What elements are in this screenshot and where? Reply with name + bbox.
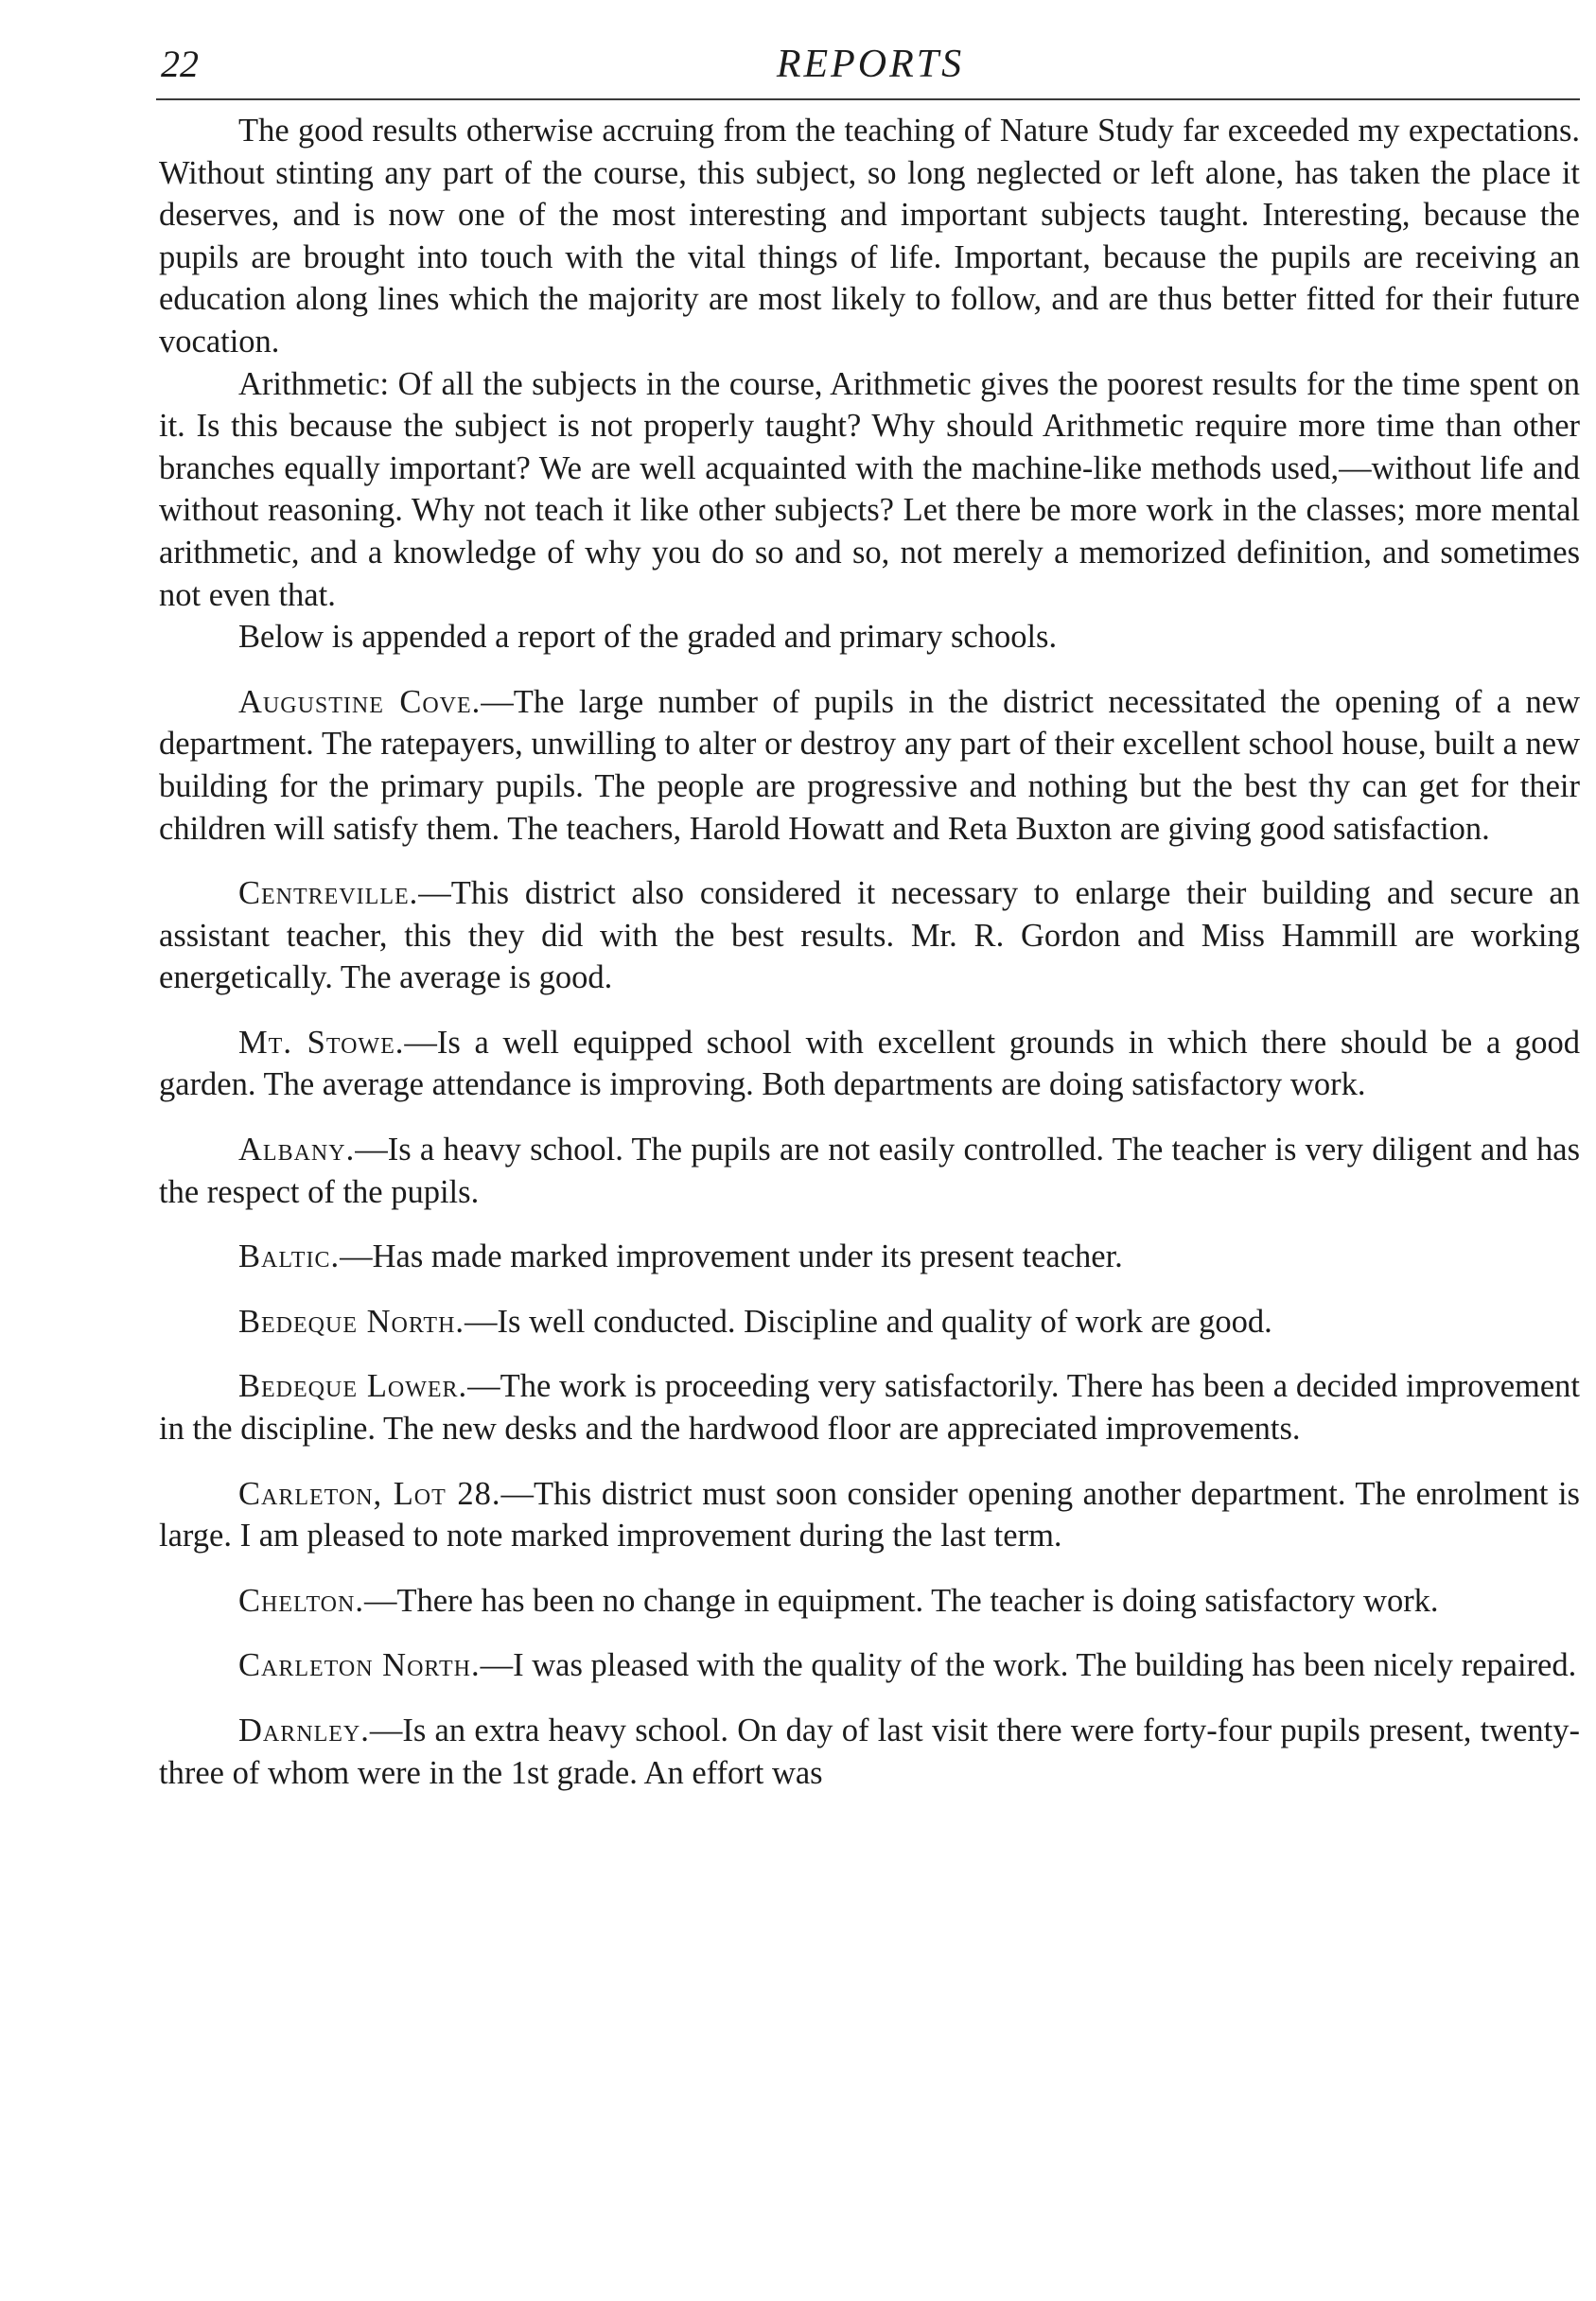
- header-rule: [156, 98, 1580, 100]
- page-number: 22: [161, 43, 199, 85]
- school-report-text: —There has been no change in equipment. The teacher is doing satisfactory work.: [363, 1582, 1439, 1619]
- running-title: REPORTS: [776, 43, 965, 86]
- school-name: Bedeque Lower.: [238, 1368, 468, 1405]
- school-report-text: —Has made marked improvement under its present teacher.: [340, 1238, 1123, 1275]
- school-report-text: —Is a well equipped school with excellent grounds in which there should be a good garden. The average attendance is improving. Both departments are doing satisfactory work.: [159, 1024, 1580, 1103]
- school-name: Darnley.: [238, 1713, 370, 1748]
- school-report-text: —Is an extra heavy school. On day of last visit there were forty-four pupils present, twenty-three of whom were in the 1st grade. An effort was: [159, 1713, 1580, 1791]
- school-name: Carleton, Lot 28.: [238, 1475, 501, 1512]
- school-report-text: —This district also considered it necessary to enlarge their building and secure an assistant teacher, this they did with the best results. Mr. R. Gordon and Miss Hammill are working energetically. The average is good.: [159, 875, 1580, 996]
- school-report-text: —This district must soon consider opening another department. The enrolment is large. I am pleased to note marked improvement during the last term.: [159, 1475, 1580, 1554]
- school-report-text: —Is well conducted. Discipline and quality of work are good.: [465, 1303, 1272, 1340]
- school-report-darnley: [159, 1710, 1580, 1794]
- school-report-mt-stowe: [159, 1022, 1580, 1106]
- school-report-text: —Is a heavy school. The pupils are not easily controlled. The teacher is very diligent and has the respect of the pupils.: [159, 1132, 1580, 1210]
- school-report-augustine-cove: [159, 681, 1580, 850]
- page-header: [161, 42, 1580, 98]
- school-name: Bedeque North.: [238, 1303, 465, 1340]
- school-name: Chelton.: [238, 1582, 364, 1619]
- report-body: [159, 110, 1580, 1794]
- school-report-baltic: [159, 1236, 1580, 1278]
- school-report-centreville: [159, 872, 1580, 999]
- school-name: Augustine Cove.: [238, 683, 482, 720]
- school-report-carleton-north: [159, 1644, 1580, 1687]
- school-name: Centreville.: [238, 875, 419, 912]
- paragraph-nature-study: The good results otherwise accruing from the teaching of Nature Study far exceeded my expectations. Without stinting any part of the course, this subject, so long neglected or left alone, has taken the place it deserves, and is now one of the most interesting and important subjects taught. Interesting, because the pupils are brought into touch with the vital things of life. Important, because the pupils are receiving an education along lines which the majority are most likely to follow, and are thus better fitted for their future vocation.: [159, 113, 1580, 360]
- school-name: Mt. Stowe.: [238, 1024, 405, 1061]
- school-report-albany: [159, 1129, 1580, 1213]
- paragraph-arithmetic: Arithmetic: Of all the subjects in the course, Arithmetic gives the poorest results for the time spent on it. Is this because the subject is not properly taught? Why should Arithmetic require more time than other branches equally important? We are well acquainted with the machine-like methods used,—without life and without reasoning. Why not teach it like other subjects? Let there be more work in the classes; more mental arithmetic, and a knowledge of why you do so and so, not merely a memorized definition, and sometimes not even that.: [159, 365, 1580, 613]
- school-name: Baltic.: [238, 1238, 341, 1275]
- school-report-carleton-lot-28: [159, 1473, 1580, 1557]
- school-report-text: —The work is proceeding very satisfactorily. There has been a decided improvement in the discipline. The new desks and the hardwood floor are appreciated improvements.: [159, 1368, 1580, 1448]
- school-report-chelton: [159, 1580, 1580, 1623]
- school-name: Albany.: [238, 1132, 356, 1168]
- school-report-bedeque-lower: [159, 1365, 1580, 1449]
- paragraph-appended-report: Below is appended a report of the graded and primary schools.: [238, 619, 1058, 656]
- school-report-text: —The large number of pupils in the district necessitated the opening of a new department. The ratepayers, unwilling to alter or destroy any part of their excellent school house, built a new building for the primary pupils. The people are progressive and nothing but the best thy can get for their children will satisfy them. The teachers, Harold Howatt and Reta Buxton are giving good satisfaction.: [159, 683, 1580, 847]
- school-report-text: —I was pleased with the quality of the work. The building has been nicely repaired.: [480, 1647, 1577, 1684]
- school-name: Carleton North.: [238, 1647, 481, 1684]
- school-report-bedeque-north: [159, 1301, 1580, 1344]
